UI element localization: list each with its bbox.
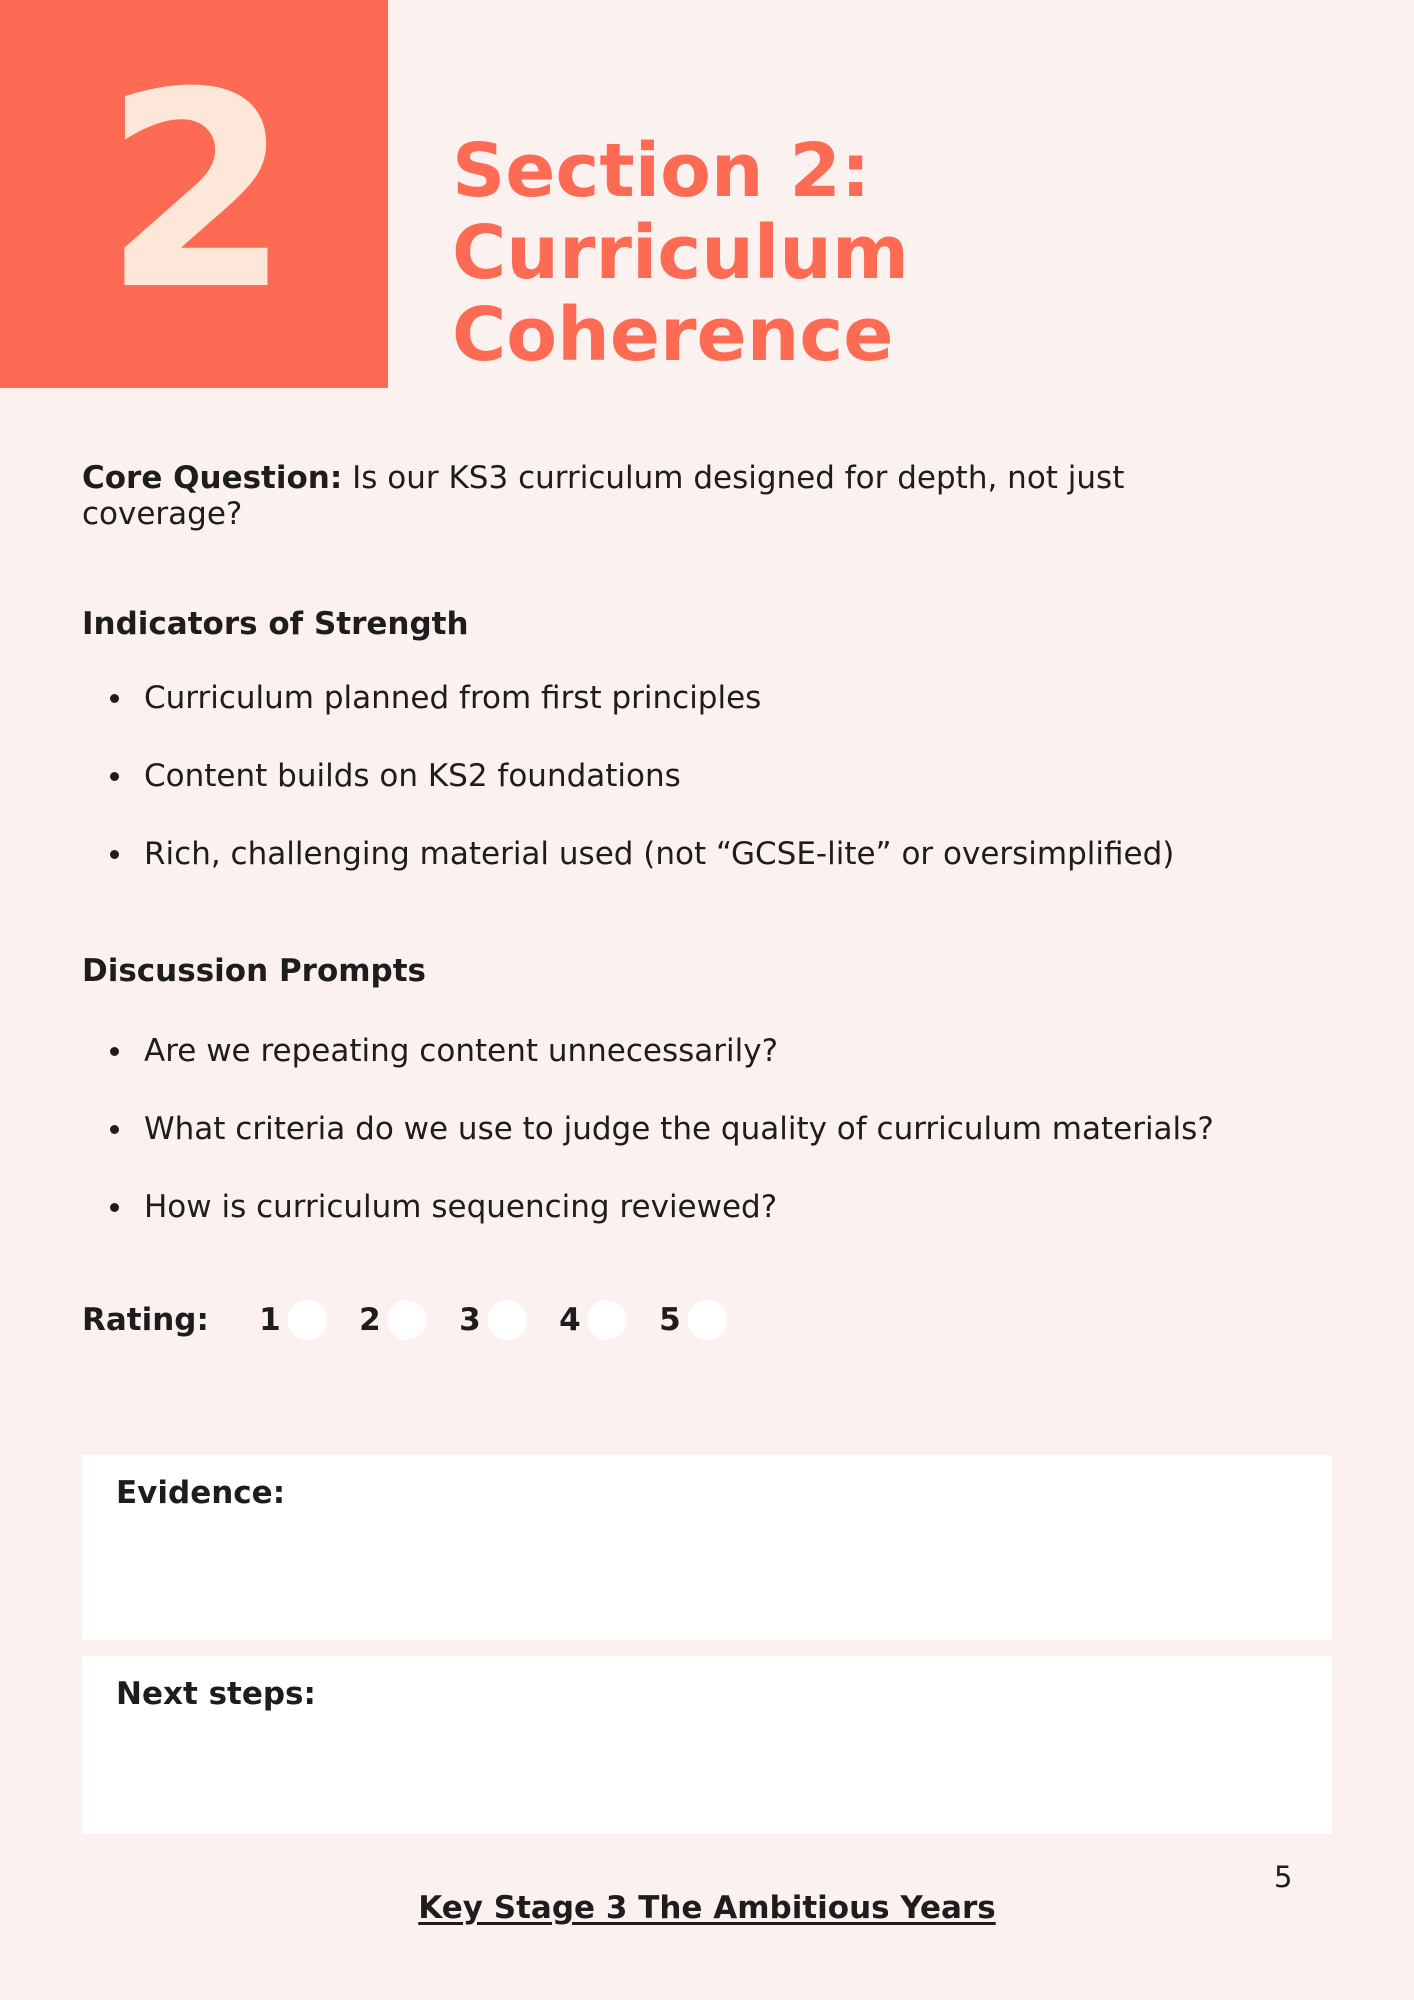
rating-number: 3: [459, 1302, 481, 1338]
list-item: How is curriculum sequencing reviewed?: [82, 1189, 1342, 1225]
indicators-list: [82, 680, 1342, 914]
core-question: [82, 460, 1262, 532]
evidence-label: Evidence:: [116, 1475, 286, 1511]
discussion-prompts-list: [82, 1033, 1342, 1267]
rating-number: 4: [559, 1302, 581, 1338]
core-question-label: Core Question:: [82, 460, 343, 496]
section-number-block: [0, 0, 388, 388]
page-number: 5: [1274, 1860, 1293, 1894]
rating-radio-3[interactable]: [487, 1300, 527, 1340]
indicators-heading: Indicators of Strength: [82, 606, 469, 642]
footer-link[interactable]: Key Stage 3 The Ambitious Years: [418, 1890, 996, 1926]
list-item: Are we repeating content unnecessarily?: [82, 1033, 1342, 1069]
next-steps-box[interactable]: [82, 1656, 1332, 1834]
rating-option-2[interactable]: [357, 1300, 427, 1340]
rating-row: [82, 1300, 757, 1340]
section-title: Section 2: Curriculum Coherence: [452, 128, 910, 378]
rating-radio-5[interactable]: [687, 1300, 727, 1340]
discussion-prompts-heading: Discussion Prompts: [82, 953, 427, 989]
list-item: Rich, challenging material used (not “GCSE-lite” or oversimplified): [82, 836, 1342, 872]
list-item: What criteria do we use to judge the quality of curriculum materials?: [82, 1111, 1342, 1147]
list-item: Content builds on KS2 foundations: [82, 758, 1342, 794]
rating-option-1[interactable]: [257, 1300, 327, 1340]
rating-number: 2: [359, 1302, 381, 1338]
rating-option-4[interactable]: [557, 1300, 627, 1340]
core-question-text: Is our KS3 curriculum designed for depth, not just coverage?: [82, 460, 1125, 532]
rating-radio-4[interactable]: [587, 1300, 627, 1340]
rating-number: 5: [659, 1302, 681, 1338]
rating-number: 1: [259, 1302, 281, 1338]
rating-option-5[interactable]: [657, 1300, 727, 1340]
rating-radio-2[interactable]: [387, 1300, 427, 1340]
evidence-box[interactable]: [82, 1455, 1332, 1640]
rating-label: Rating:: [82, 1302, 209, 1338]
list-item: Curriculum planned from first principles: [82, 680, 1342, 716]
next-steps-label: Next steps:: [116, 1676, 316, 1712]
section-number: 2: [103, 34, 285, 349]
rating-option-3[interactable]: [457, 1300, 527, 1340]
rating-radio-1[interactable]: [287, 1300, 327, 1340]
